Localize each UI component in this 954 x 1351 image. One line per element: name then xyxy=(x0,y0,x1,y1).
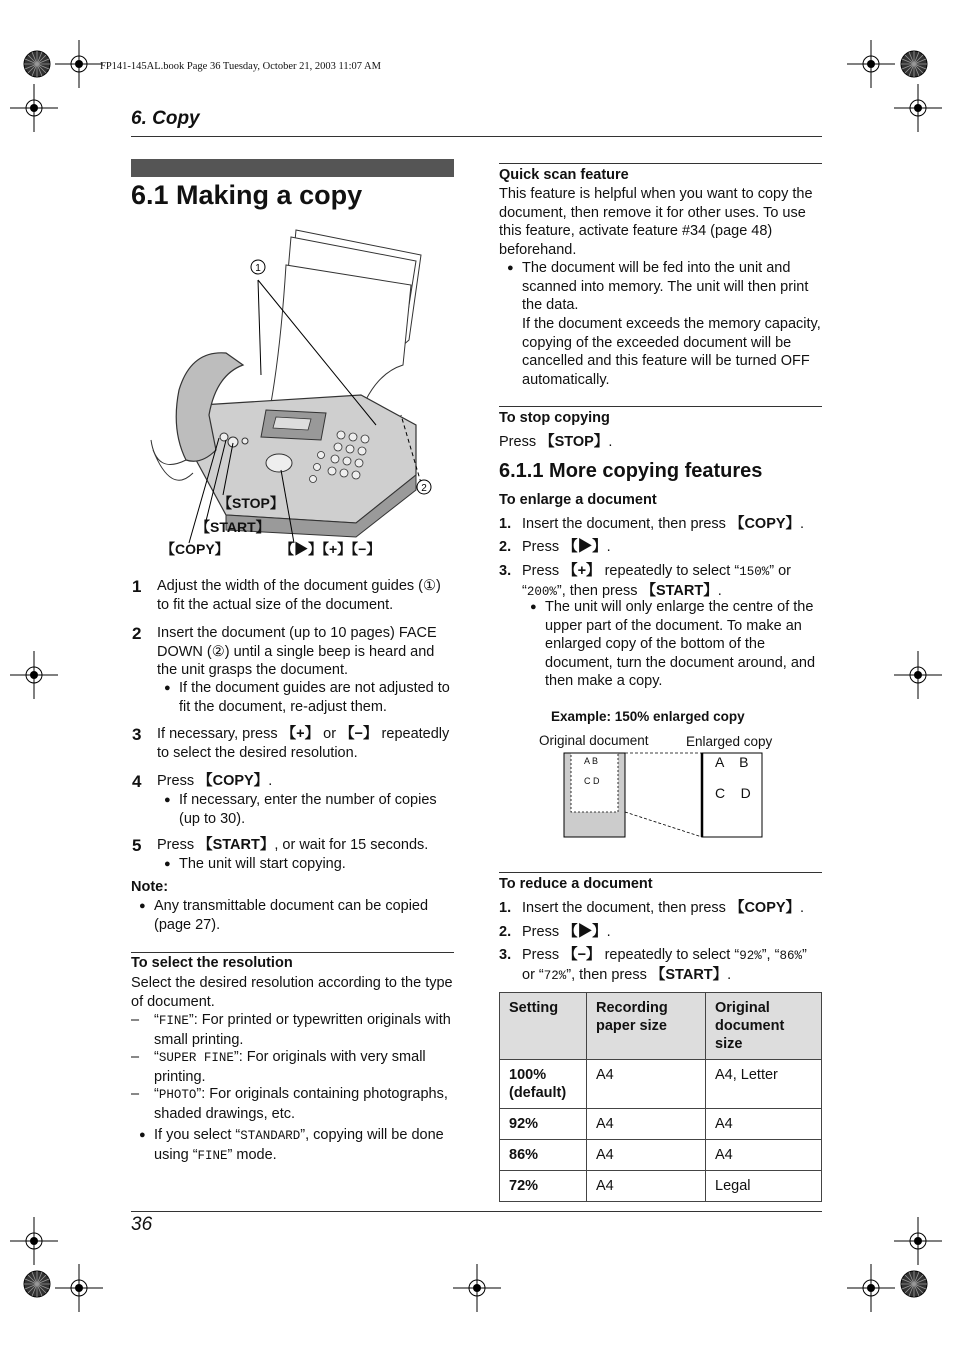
table-cell: A4 xyxy=(706,1109,822,1140)
chapter-title: 6. Copy xyxy=(131,108,200,129)
crosshair-icon xyxy=(894,84,942,132)
start-key-label: 【START】 xyxy=(196,519,270,535)
table-row xyxy=(500,1060,822,1109)
fax-illustration xyxy=(131,225,461,555)
note-label: Note: xyxy=(131,879,169,895)
enlarged-copy-label: Enlarged copy xyxy=(686,734,773,749)
resolution-intro: Select the desired resolution according to the type of document. xyxy=(131,975,453,1010)
reduce-step: 1. Insert the document, then press 【COPY】. xyxy=(499,900,805,916)
table-header-cell: Original document size xyxy=(706,993,822,1060)
step-bullet: ● If the document guides are not adjusted to fit the document, re-adjust them. xyxy=(164,680,450,715)
original-doc-ab: A B xyxy=(584,756,599,766)
table-cell: 92% xyxy=(500,1109,587,1140)
table-row xyxy=(500,1171,822,1202)
header-rule xyxy=(131,136,822,137)
star-mark-icon xyxy=(901,51,927,77)
step-text: Press 【COPY】. xyxy=(157,773,273,789)
step-bullet: ● The unit will start copying. xyxy=(164,856,346,872)
more-features-heading: 6.1.1 More copying features xyxy=(499,460,763,482)
table-header-row xyxy=(500,993,822,1060)
crosshair-icon xyxy=(453,1264,501,1312)
file-info-line: FP141-145AL.book Page 36 Tuesday, October 21, 2003 11:07 AM xyxy=(100,61,381,72)
reduce-heading: To reduce a document xyxy=(499,876,653,892)
footer-rule xyxy=(131,1211,822,1212)
enlarge-bullet: ● The unit will only enlarge the centre of the upper part of the document. To make an enlarged copy of the bottom of the document, turn the document around, and then make a copy. xyxy=(530,599,816,689)
section-rule xyxy=(131,952,454,953)
crosshair-icon xyxy=(847,40,895,88)
table-row xyxy=(500,1109,822,1140)
crosshair-icon xyxy=(10,84,58,132)
table-row xyxy=(500,1140,822,1171)
step-number: 2 xyxy=(132,624,142,643)
callout-1: 1 xyxy=(255,263,261,274)
reduce-step: 2. Press 【▶】. xyxy=(499,924,611,940)
table-cell: A4, Letter xyxy=(706,1060,822,1109)
quick-scan-heading: Quick scan feature xyxy=(499,167,629,183)
step-text: If necessary, press 【+】 or 【−】 repeatedly to select the desired resolution. xyxy=(157,726,450,761)
table-cell: A4 xyxy=(706,1140,822,1171)
nav-keys-label: 【▶】【+】【−】 xyxy=(280,541,381,557)
quick-scan-intro: This feature is helpful when you want to copy the document, then remove it for other uses. To use this feature, activate feature #34 (page 48) beforehand. xyxy=(499,186,813,258)
section-bar xyxy=(131,159,454,177)
crosshair-icon xyxy=(847,1264,895,1312)
crosshair-icon xyxy=(55,1264,103,1312)
copy-settings-table xyxy=(499,992,822,1202)
page-number: 36 xyxy=(131,1214,153,1235)
crosshair-icon xyxy=(10,651,58,699)
example-title: Example: 150% enlarged copy xyxy=(551,709,745,724)
table-cell: A4 xyxy=(587,1171,706,1202)
crosshair-icon xyxy=(10,1217,58,1265)
callout-2: 2 xyxy=(421,483,427,494)
resolution-item: – “FINE”: For printed or typewritten originals with small printing. xyxy=(131,1012,451,1048)
enlarge-step: 1. Insert the document, then press 【COPY】. xyxy=(499,516,805,532)
stop-key-label: 【STOP】 xyxy=(218,495,284,511)
step-number: 3 xyxy=(132,725,142,744)
table-cell: 100% (default) xyxy=(500,1060,587,1109)
step-number: 5 xyxy=(132,836,142,855)
quick-scan-bullet-more: If the document exceeds the memory capacity, copying of the exceeded document will be cancelled and this feature will be turned OFF automatically. xyxy=(522,316,821,388)
table-cell: Legal xyxy=(706,1171,822,1202)
table-cell: A4 xyxy=(587,1140,706,1171)
star-mark-icon xyxy=(24,1271,50,1297)
resolution-item: – “PHOTO”: For originals containing photographs, shaded drawings, etc. xyxy=(131,1086,448,1122)
table-header-cell: Setting xyxy=(500,993,587,1060)
step-bullet: ● If necessary, enter the number of copies (up to 30). xyxy=(164,792,437,827)
quick-scan-bullet: ● The document will be fed into the unit and scanned into memory. The unit will then print the data. xyxy=(507,260,809,313)
crosshair-icon xyxy=(894,1217,942,1265)
step-text: Press 【START】, or wait for 15 seconds. xyxy=(157,837,429,853)
section-rule xyxy=(499,406,822,407)
enlarge-heading: To enlarge a document xyxy=(499,492,657,508)
original-doc-cd: C D xyxy=(584,776,600,786)
stop-copy-text: Press 【STOP】. xyxy=(499,434,613,450)
table-cell: 86% xyxy=(500,1140,587,1171)
page-title: 6.1 Making a copy xyxy=(131,180,363,210)
original-doc-label: Original document xyxy=(539,733,649,748)
enlarge-step: 3. Press 【+】 repeatedly to select “150%” or “200%”, then press 【START】. xyxy=(499,563,791,599)
stop-copy-heading: To stop copying xyxy=(499,410,610,426)
enlarge-step: 2. Press 【▶】. xyxy=(499,539,611,555)
enlarged-copy-cd: C D xyxy=(715,785,751,801)
resolution-bullet: ● If you select “STANDARD”, copying will be done using “FINE” mode. xyxy=(139,1127,444,1163)
copy-key-label: 【COPY】 xyxy=(161,541,229,557)
star-mark-icon xyxy=(24,51,50,77)
crosshair-icon xyxy=(894,651,942,699)
note-bullet: ● Any transmittable document can be copied (page 27). xyxy=(139,898,429,933)
section-rule xyxy=(499,872,822,873)
step-text: Adjust the width of the document guides (①) to fit the actual size of the document. xyxy=(157,578,441,613)
step-number: 1 xyxy=(132,577,142,596)
star-mark-icon xyxy=(901,1271,927,1297)
resolution-item: – “SUPER FINE”: For originals with very small printing. xyxy=(131,1049,426,1085)
reduce-step: 3. Press 【−】 repeatedly to select “92%”, “86%” or “72%”, then press 【START】. xyxy=(499,947,807,983)
step-text: Insert the document (up to 10 pages) FACE DOWN (②) until a single beep is heard and the unit grasps the document. xyxy=(157,625,437,678)
crosshair-icon xyxy=(55,40,103,88)
table-header-cell: Recording paper size xyxy=(587,993,706,1060)
enlarged-copy-ab: A B xyxy=(715,754,749,770)
table-cell: A4 xyxy=(587,1060,706,1109)
resolution-heading: To select the resolution xyxy=(131,955,293,971)
step-number: 4 xyxy=(132,772,142,791)
table-cell: 72% xyxy=(500,1171,587,1202)
table-cell: A4 xyxy=(587,1109,706,1140)
section-rule xyxy=(499,163,822,164)
